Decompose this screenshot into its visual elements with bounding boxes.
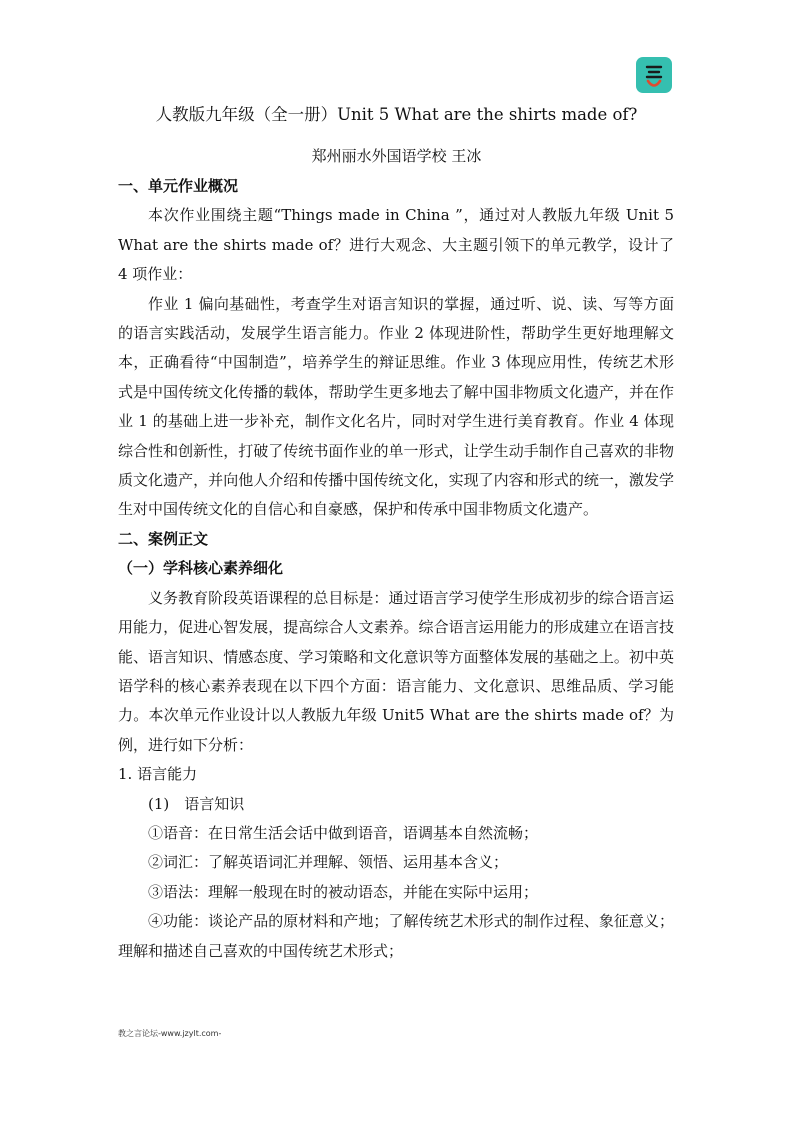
list-item: ④功能：谈论产品的原材料和产地；了解传统艺术形式的制作过程、象征意义；理解和描述自己喜欢的中国传统艺术形式； <box>118 912 674 960</box>
paragraph: 本次作业围绕主题“Things made in China ”，通过对人教版九年级 Unit 5 What are the shirts made of？进行大观念、大主题引领下的单元教学，设计了 4 项作业： <box>118 206 674 284</box>
section-heading: 二、案例正文 <box>118 529 209 548</box>
list-item: (1) 语言知识 <box>148 794 245 813</box>
document-author: 郑州丽水外国语学校 王冰 <box>311 147 482 165</box>
site-logo-icon <box>636 57 672 93</box>
list-item: 1. 语言能力 <box>118 765 198 784</box>
paragraph: 作业 1 偏向基础性，考查学生对语言知识的掌握，通过听、说、读、写等方面的语言实践活动，发展学生语言能力。作业 2 体现进阶性，帮助学生更好地理解文本，正确看待“中国制造”，培养学生的辩证思维。作业 3 体现应用性，传统艺术形式是中国传统文化传播的载体，帮助学生更多地去了解中国非物质文化遗产，并在作业 1 的基础上进一步补充，制作文化名片，同时对学生进行美育教育。作业 4 体现综合性和创新性，打破了传统书面作业的单一形式，让学生动手制作自己喜欢的非物质文化遗产，并向他人介绍和传播中国传统文化，实现了内容和形式的统一，激发学生对中国传统文化的自信心和自豪感，保护和传承中国非物质文化遗产。 <box>118 294 674 519</box>
document-title: 人教版九年级（全一册）Unit 5 What are the shirts made of? <box>155 105 638 124</box>
list-item: ①语音：在日常生活会话中做到语音，语调基本自然流畅； <box>148 823 539 842</box>
document-body <box>118 172 674 966</box>
list-item: ②词汇：了解英语词汇并理解、领悟、运用基本含义； <box>148 853 509 872</box>
paragraph: 义务教育阶段英语课程的总目标是：通过语言学习使学生形成初步的综合语言运用能力，促进心智发展，提高综合人文素养。综合语言运用能力的形成建立在语言技能、语言知识、情感态度、学习策略和文化意识等方面整体发展的基础之上。初中英语学科的核心素养表现在以下四个方面：语言能力、文化意识、思维品质、学习能力。本次单元作业设计以人教版九年级 Unit5 What are the shirts made of？为例，进行如下分析： <box>118 588 674 754</box>
page-footer: 教之言论坛-www.jzylt.com- <box>118 1029 222 1038</box>
section-heading: 一、单元作业概况 <box>118 177 239 195</box>
subsection-heading: （一）学科核心素养细化 <box>118 559 284 578</box>
list-item: ③语法：理解一般现在时的被动语态，并能在实际中运用； <box>148 882 539 901</box>
